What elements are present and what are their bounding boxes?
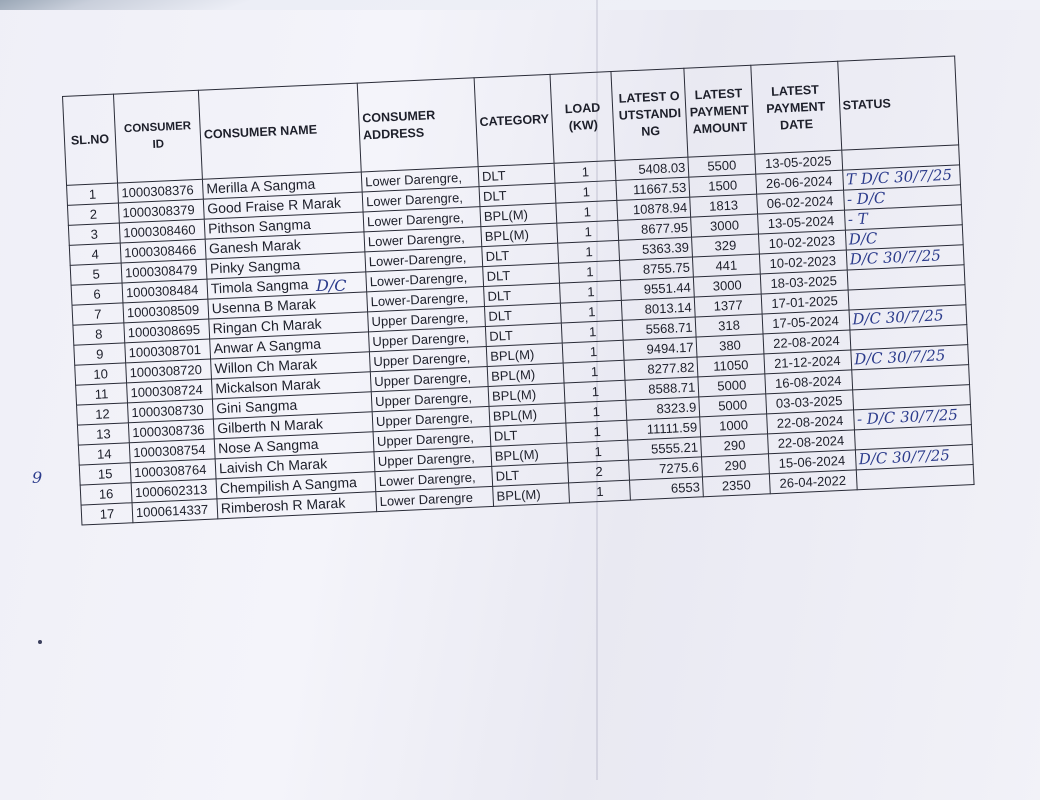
row-consumer-address: Lower Darengre, bbox=[361, 167, 479, 192]
header-consumer-address: CONSUMER ADDRESS bbox=[357, 78, 478, 172]
row-load: 1 bbox=[566, 420, 628, 443]
row-category: BPL(M) bbox=[487, 363, 564, 386]
row-slno: 11 bbox=[76, 383, 128, 405]
row-load: 1 bbox=[564, 360, 626, 383]
row-outstanding: 5555.21 bbox=[628, 437, 702, 460]
row-consumer-id: 1000308754 bbox=[129, 439, 215, 463]
row-outstanding: 10878.94 bbox=[617, 197, 691, 220]
row-payment-date: 13-05-2024 bbox=[757, 210, 845, 234]
row-consumer-id: 1000602313 bbox=[131, 479, 217, 503]
row-load: 1 bbox=[555, 180, 617, 203]
row-consumer-name: Pinky Sangma bbox=[206, 252, 366, 279]
row-category: DLT bbox=[484, 283, 561, 306]
row-payment-date: 21-12-2024 bbox=[763, 350, 851, 374]
header-consumer-id: CONSUMER ID bbox=[113, 90, 202, 183]
row-consumer-id: 1000308484 bbox=[122, 279, 208, 303]
header-outstanding: LATEST OUTSTANDING bbox=[611, 68, 688, 160]
row-status: - D/C 30/7/25 bbox=[853, 405, 971, 430]
margin-handwritten-mark: 9 bbox=[32, 468, 43, 487]
header-category: CATEGORY bbox=[474, 74, 554, 166]
row-consumer-id: 1000308724 bbox=[127, 379, 213, 403]
row-consumer-id: 1000308701 bbox=[125, 339, 211, 363]
row-consumer-name: Nose A Sangma bbox=[214, 432, 374, 459]
row-consumer-name: Chempilish A Sangma bbox=[216, 472, 376, 499]
row-payment-amount: 1377 bbox=[695, 294, 762, 317]
row-load: 1 bbox=[561, 300, 623, 323]
row-consumer-name: Laivish Ch Marak bbox=[215, 452, 375, 479]
row-outstanding: 8013.14 bbox=[622, 297, 696, 320]
row-category: DLT bbox=[485, 323, 562, 346]
row-payment-date: 26-04-2022 bbox=[769, 470, 857, 494]
row-load: 1 bbox=[559, 260, 621, 283]
row-outstanding: 5408.03 bbox=[615, 157, 689, 180]
header-slno: SL.NO bbox=[63, 94, 118, 185]
row-load: 1 bbox=[560, 280, 622, 303]
row-category: BPL(M) bbox=[488, 383, 565, 406]
row-status: D/C 30/7/25 bbox=[846, 245, 964, 270]
row-slno: 15 bbox=[79, 463, 131, 485]
row-category: DLT bbox=[492, 463, 569, 486]
row-load: 1 bbox=[565, 400, 627, 423]
row-load: 1 bbox=[556, 200, 618, 223]
handwritten-name-mark: D/C bbox=[316, 276, 347, 295]
row-slno: 2 bbox=[67, 203, 119, 225]
row-payment-amount: 329 bbox=[692, 234, 759, 257]
row-consumer-address: Lower-Darengre, bbox=[366, 267, 484, 292]
row-consumer-id: 1000308764 bbox=[130, 459, 216, 483]
row-payment-amount: 1500 bbox=[689, 174, 756, 197]
row-consumer-address: Lower Darengre bbox=[376, 486, 494, 511]
row-consumer-id: 1000308509 bbox=[123, 299, 209, 323]
row-payment-amount: 5000 bbox=[699, 394, 766, 417]
row-slno: 14 bbox=[78, 443, 130, 465]
row-outstanding: 6553 bbox=[630, 477, 704, 500]
row-consumer-address: Upper Darengre, bbox=[370, 366, 488, 391]
row-payment-date: 22-08-2024 bbox=[766, 410, 854, 434]
row-slno: 12 bbox=[77, 403, 129, 425]
row-payment-amount: 290 bbox=[701, 434, 768, 457]
row-outstanding: 7275.6 bbox=[629, 457, 703, 480]
row-category: BPL(M) bbox=[489, 403, 566, 426]
row-load: 1 bbox=[569, 480, 631, 503]
row-consumer-name: Gini Sangma bbox=[212, 392, 372, 419]
row-payment-amount: 3000 bbox=[694, 274, 761, 297]
row-payment-date: 15-06-2024 bbox=[768, 450, 856, 474]
row-category: DLT bbox=[483, 263, 560, 286]
row-consumer-id: 1000308460 bbox=[119, 219, 205, 243]
row-slno: 3 bbox=[68, 223, 120, 245]
row-payment-date: 06-02-2024 bbox=[756, 190, 844, 214]
row-consumer-id: 1000308466 bbox=[120, 239, 206, 263]
header-payment-amount: LATEST PAYMENT AMOUNT bbox=[684, 65, 754, 157]
row-outstanding: 8588.71 bbox=[625, 377, 699, 400]
row-load: 1 bbox=[562, 320, 624, 343]
row-category: BPL(M) bbox=[493, 483, 570, 506]
row-payment-amount: 380 bbox=[697, 334, 764, 357]
row-consumer-address: Upper Darengre, bbox=[374, 446, 492, 471]
row-outstanding: 5363.39 bbox=[619, 237, 693, 260]
row-outstanding: 8277.82 bbox=[625, 357, 699, 380]
row-load: 1 bbox=[563, 340, 625, 363]
row-load: 1 bbox=[557, 220, 619, 243]
row-outstanding: 11111.59 bbox=[627, 417, 701, 440]
row-consumer-id: 1000308376 bbox=[118, 179, 204, 203]
row-consumer-name: Merilla A Sangma bbox=[202, 172, 362, 199]
row-payment-date: 26-06-2024 bbox=[755, 170, 843, 194]
row-category: BPL(M) bbox=[491, 443, 568, 466]
row-status: - D/C bbox=[843, 185, 961, 210]
row-consumer-address: Lower Darengre, bbox=[364, 227, 482, 252]
row-payment-amount: 2350 bbox=[703, 474, 770, 497]
row-status: D/C 30/7/25 bbox=[850, 345, 968, 370]
row-payment-amount: 5500 bbox=[688, 154, 755, 177]
row-load: 1 bbox=[555, 160, 617, 183]
row-consumer-id: 1000308379 bbox=[118, 199, 204, 223]
row-payment-amount: 441 bbox=[693, 254, 760, 277]
row-consumer-name: Rimberosh R Marak bbox=[217, 492, 377, 519]
row-consumer-address: Lower Darengre, bbox=[362, 187, 480, 212]
row-consumer-address: Upper Darengre, bbox=[369, 327, 487, 352]
row-category: DLT bbox=[490, 423, 567, 446]
row-consumer-name: Willon Ch Marak bbox=[211, 352, 371, 379]
row-consumer-name: Gilberth N Marak bbox=[213, 412, 373, 439]
row-payment-amount: 318 bbox=[696, 314, 763, 337]
row-payment-amount: 1813 bbox=[690, 194, 757, 217]
row-load: 2 bbox=[568, 460, 630, 483]
row-consumer-name: Timola Sangma bbox=[207, 272, 367, 299]
row-slno: 17 bbox=[81, 503, 133, 525]
row-category: BPL(M) bbox=[486, 343, 563, 366]
row-slno: 16 bbox=[80, 483, 132, 505]
row-consumer-id: 1000614337 bbox=[132, 499, 218, 523]
header-consumer-name: CONSUMER NAME bbox=[198, 83, 361, 179]
row-payment-date: 03-03-2025 bbox=[765, 390, 853, 414]
row-consumer-address: Upper Darengre, bbox=[371, 386, 489, 411]
row-payment-amount: 5000 bbox=[698, 374, 765, 397]
row-slno: 9 bbox=[74, 343, 126, 365]
row-consumer-name: Pithson Sangma bbox=[204, 212, 364, 239]
row-category: DLT bbox=[484, 303, 561, 326]
row-payment-amount: 11050 bbox=[697, 354, 764, 377]
row-payment-date: 10-02-2023 bbox=[759, 250, 847, 274]
header-status: STATUS bbox=[837, 56, 958, 150]
row-outstanding: 8323.9 bbox=[626, 397, 700, 420]
row-consumer-id: 1000308479 bbox=[121, 259, 207, 283]
row-load: 1 bbox=[564, 380, 626, 403]
row-status: D/C 30/7/25 bbox=[849, 305, 967, 330]
row-consumer-id: 1000308720 bbox=[126, 359, 212, 383]
row-consumer-name: Mickalson Marak bbox=[211, 372, 371, 399]
row-category: BPL(M) bbox=[481, 223, 558, 246]
row-consumer-name: Ganesh Marak bbox=[205, 232, 365, 259]
row-payment-date: 13-05-2025 bbox=[754, 150, 842, 174]
row-consumer-name: Ringan Ch Marak bbox=[209, 312, 369, 339]
row-load: 1 bbox=[567, 440, 629, 463]
row-consumer-address: Lower Darengre, bbox=[363, 207, 481, 232]
row-consumer-id: 1000308730 bbox=[127, 399, 213, 423]
row-consumer-address: Upper Darengre, bbox=[373, 426, 491, 451]
row-consumer-id: 1000308736 bbox=[128, 419, 214, 443]
row-payment-date: 17-05-2024 bbox=[762, 310, 850, 334]
row-slno: 6 bbox=[71, 283, 123, 305]
row-slno: 10 bbox=[75, 363, 127, 385]
row-slno: 8 bbox=[73, 323, 125, 345]
row-category: DLT bbox=[478, 163, 555, 186]
row-consumer-name: Good Fraise R Marak bbox=[203, 192, 363, 219]
row-slno: 7 bbox=[72, 303, 124, 325]
row-slno: 4 bbox=[69, 243, 121, 265]
row-payment-amount: 290 bbox=[702, 454, 769, 477]
row-category: DLT bbox=[482, 243, 559, 266]
header-load: LOAD (KW) bbox=[550, 72, 615, 164]
row-load: 1 bbox=[558, 240, 620, 263]
row-slno: 13 bbox=[77, 423, 129, 445]
row-status: T D/C 30/7/25 bbox=[842, 165, 960, 190]
row-slno: 1 bbox=[67, 183, 119, 205]
row-payment-date: 22-08-2024 bbox=[767, 430, 855, 454]
row-consumer-address: Lower Darengre, bbox=[375, 466, 493, 491]
row-status: D/C 30/7/25 bbox=[855, 445, 973, 470]
row-outstanding: 11667.53 bbox=[616, 177, 690, 200]
row-outstanding: 8755.75 bbox=[620, 257, 694, 280]
row-payment-date: 10-02-2023 bbox=[758, 230, 846, 254]
row-payment-date: 17-01-2025 bbox=[761, 290, 849, 314]
header-payment-date: LATEST PAYMENT DATE bbox=[750, 61, 841, 154]
row-category: BPL(M) bbox=[480, 203, 557, 226]
row-status: D/C bbox=[845, 225, 963, 250]
row-consumer-address: Upper Darengre, bbox=[368, 307, 486, 332]
row-payment-date: 22-08-2024 bbox=[763, 330, 851, 354]
printed-sheet bbox=[62, 55, 974, 525]
row-outstanding: 8677.95 bbox=[618, 217, 692, 240]
row-consumer-name: Anwar A Sangma bbox=[210, 332, 370, 359]
consumer-table bbox=[62, 55, 974, 525]
row-outstanding: 5568.71 bbox=[623, 317, 697, 340]
row-outstanding: 9494.17 bbox=[624, 337, 698, 360]
row-payment-amount: 1000 bbox=[700, 414, 767, 437]
row-outstanding: 9551.44 bbox=[621, 277, 695, 300]
row-payment-date: 18-03-2025 bbox=[760, 270, 848, 294]
row-consumer-address: Upper Darengre, bbox=[372, 406, 490, 431]
row-status: - T bbox=[844, 205, 962, 230]
row-consumer-address: Lower-Darengre, bbox=[367, 287, 485, 312]
row-slno: 5 bbox=[70, 263, 122, 285]
row-consumer-address: Lower-Darengre, bbox=[365, 247, 483, 272]
row-consumer-id: 1000308695 bbox=[124, 319, 210, 343]
row-consumer-address: Upper Darengre, bbox=[369, 347, 487, 372]
row-category: DLT bbox=[479, 183, 556, 206]
row-payment-date: 16-08-2024 bbox=[764, 370, 852, 394]
ink-dot bbox=[38, 640, 42, 644]
row-consumer-name: Usenna B Marak bbox=[208, 292, 368, 319]
row-payment-amount: 3000 bbox=[691, 214, 758, 237]
